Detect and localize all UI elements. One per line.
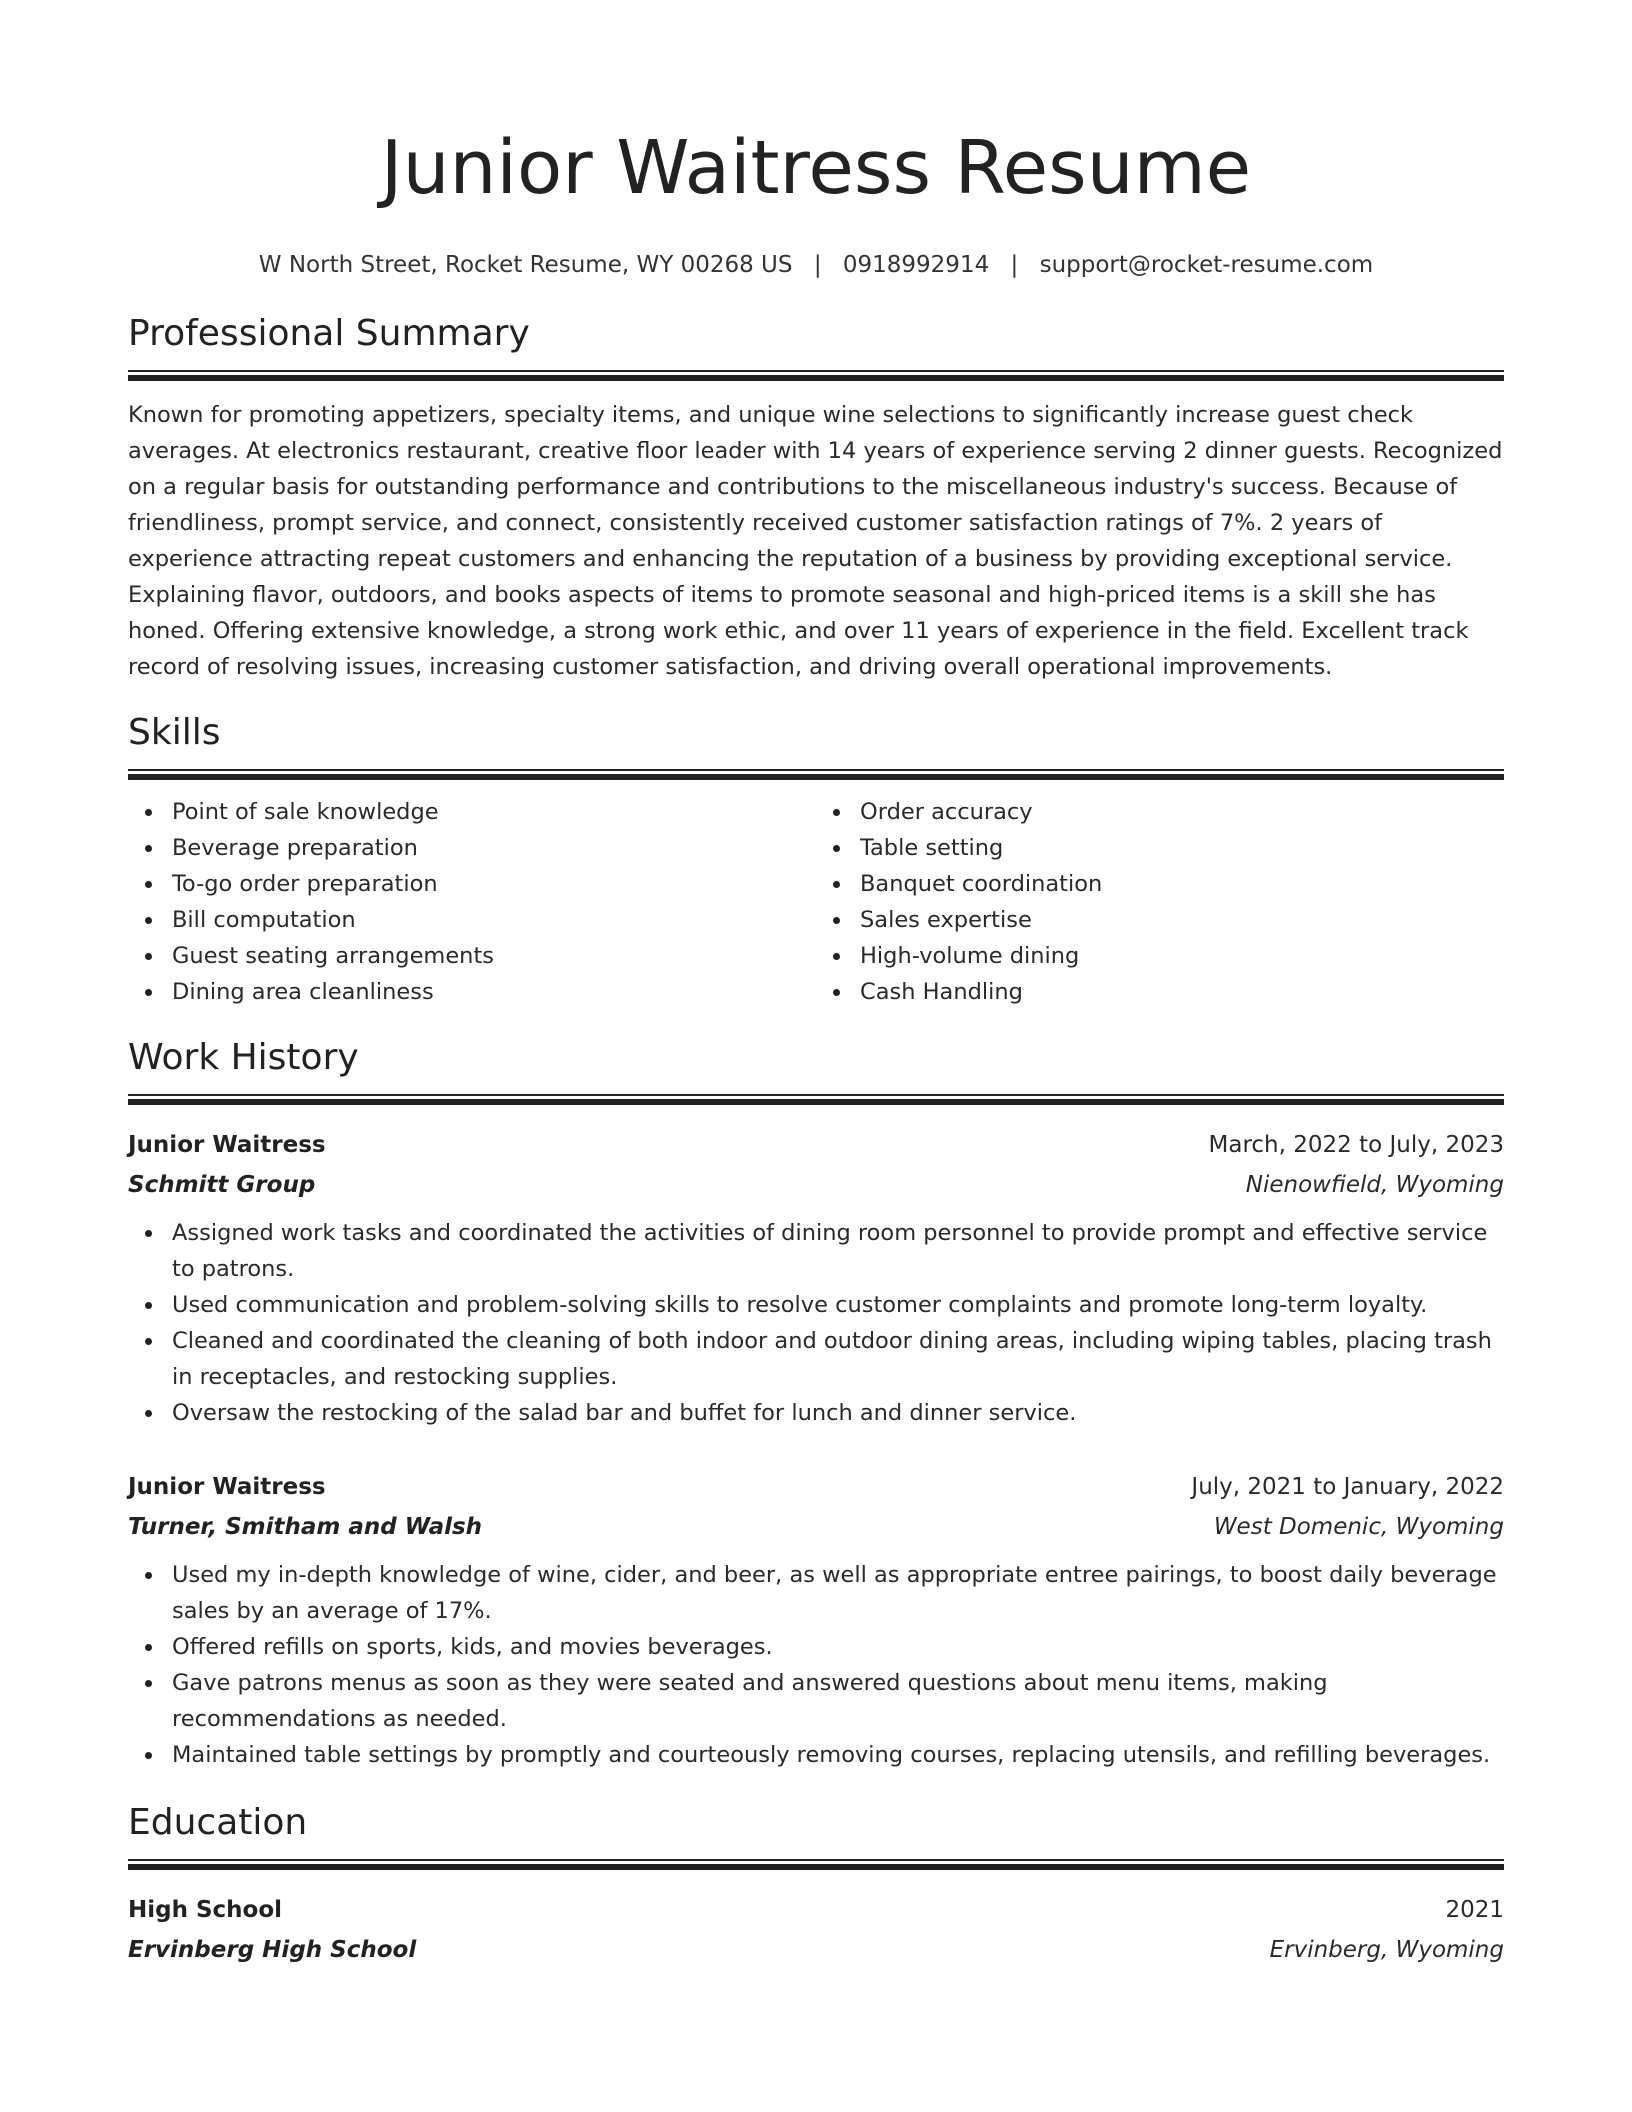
job-location: Nienowfield, Wyoming	[1245, 1172, 1504, 1198]
skill-item: High-volume dining	[860, 938, 1504, 974]
skill-item: Guest seating arrangements	[172, 938, 816, 974]
contact-line	[128, 250, 1504, 280]
education-school-row	[128, 1930, 1504, 1970]
job-bullet: Gave patrons menus as soon as they were seated and answered questions about menu items, making recommendations as needed.	[172, 1665, 1504, 1737]
skill-item: Point of sale knowledge	[172, 794, 816, 830]
education-section	[128, 1801, 1504, 1970]
summary-text: Known for promoting appetizers, specialty items, and unique wine selections to significantly increase guest check averages. At electronics restaurant, creative floor leader with 14 years of experience serving 2 dinner guests. Recognized on a regular basis for outstanding performance and contributions to the miscellaneous industry's success. Because of friendliness, prompt service, and connect, consistently received customer satisfaction ratings of 7%. 2 years of experience attracting repeat customers and enhancing the reputation of a business by providing exceptional service. Explaining flavor, outdoors, and books aspects of items to promote seasonal and high-priced items is a skill she has honed. Offering extensive knowledge, a strong work ethic, and over 11 years of experience in the field. Excellent track record of resolving issues, increasing customer satisfaction, and driving overall operational improvements.	[128, 402, 1503, 680]
job-bullets	[128, 1215, 1504, 1431]
education-location: Ervinberg, Wyoming	[1269, 1937, 1504, 1963]
skill-item: Banquet coordination	[860, 866, 1504, 902]
skill-item: Dining area cleanliness	[172, 974, 816, 1010]
skill-item: Beverage preparation	[172, 830, 816, 866]
education-school: Ervinberg High School	[128, 1937, 417, 1963]
job-company: Schmitt Group	[128, 1172, 316, 1198]
section-title-work: Work History	[128, 1037, 359, 1078]
skills-section	[128, 711, 1504, 1010]
work-history-section	[128, 1036, 1504, 1773]
section-title-education: Education	[128, 1802, 308, 1843]
education-entry	[128, 1890, 1504, 1970]
job-bullet: Assigned work tasks and coordinated the activities of dining room personnel to provide prompt and effective service to patrons.	[172, 1215, 1504, 1287]
job-company-row	[128, 1507, 1504, 1547]
skills-column-left	[128, 794, 816, 1010]
job-entry	[128, 1125, 1504, 1431]
skills-grid	[128, 794, 1504, 1010]
contact-email: support@rocket-resume.com	[1039, 252, 1374, 278]
job-title: Junior Waitress	[128, 1474, 326, 1500]
job-bullet: Used my in-depth knowledge of wine, cider, and beer, as well as appropriate entree pairings, to boost daily beverage sales by an average of 17%.	[172, 1557, 1504, 1629]
job-bullets	[128, 1557, 1504, 1773]
job-header-row	[128, 1125, 1504, 1165]
skill-item: Order accuracy	[860, 794, 1504, 830]
contact-separator: |	[1010, 252, 1019, 278]
education-year: 2021	[1445, 1897, 1504, 1923]
skill-item: Cash Handling	[860, 974, 1504, 1010]
section-title-summary: Professional Summary	[128, 313, 530, 354]
skills-column-right	[816, 794, 1504, 1010]
contact-address: W North Street, Rocket Resume, WY 00268 US	[258, 252, 793, 278]
job-bullet: Offered refills on sports, kids, and movies beverages.	[172, 1629, 1504, 1665]
resume-title: Junior Waitress Resume	[380, 125, 1252, 211]
job-dates: March, 2022 to July, 2023	[1208, 1132, 1504, 1158]
section-divider	[128, 769, 1504, 780]
section-title-skills: Skills	[128, 712, 221, 753]
education-degree: High School	[128, 1897, 283, 1923]
contact-phone: 0918992914	[842, 252, 990, 278]
contact-separator: |	[813, 252, 822, 278]
section-divider	[128, 1094, 1504, 1105]
job-title: Junior Waitress	[128, 1132, 326, 1158]
professional-summary-section	[128, 312, 1504, 685]
job-company-row	[128, 1165, 1504, 1205]
job-bullet: Used communication and problem-solving skills to resolve customer complaints and promote long-term loyalty.	[172, 1287, 1504, 1323]
job-bullet: Cleaned and coordinated the cleaning of both indoor and outdoor dining areas, including wiping tables, placing trash in receptacles, and restocking supplies.	[172, 1323, 1504, 1395]
section-divider	[128, 370, 1504, 381]
job-bullet: Oversaw the restocking of the salad bar and buffet for lunch and dinner service.	[172, 1395, 1504, 1431]
skill-item: To-go order preparation	[172, 866, 816, 902]
job-location: West Domenic, Wyoming	[1213, 1514, 1504, 1540]
job-company: Turner, Smitham and Walsh	[128, 1514, 483, 1540]
job-entry	[128, 1467, 1504, 1773]
education-header-row	[128, 1890, 1504, 1930]
job-bullet: Maintained table settings by promptly and courteously removing courses, replacing utensils, and refilling beverages.	[172, 1737, 1504, 1773]
skill-item: Sales expertise	[860, 902, 1504, 938]
skill-item: Bill computation	[172, 902, 816, 938]
skill-item: Table setting	[860, 830, 1504, 866]
job-dates: July, 2021 to January, 2022	[1191, 1474, 1504, 1500]
section-divider	[128, 1859, 1504, 1870]
job-header-row	[128, 1467, 1504, 1507]
